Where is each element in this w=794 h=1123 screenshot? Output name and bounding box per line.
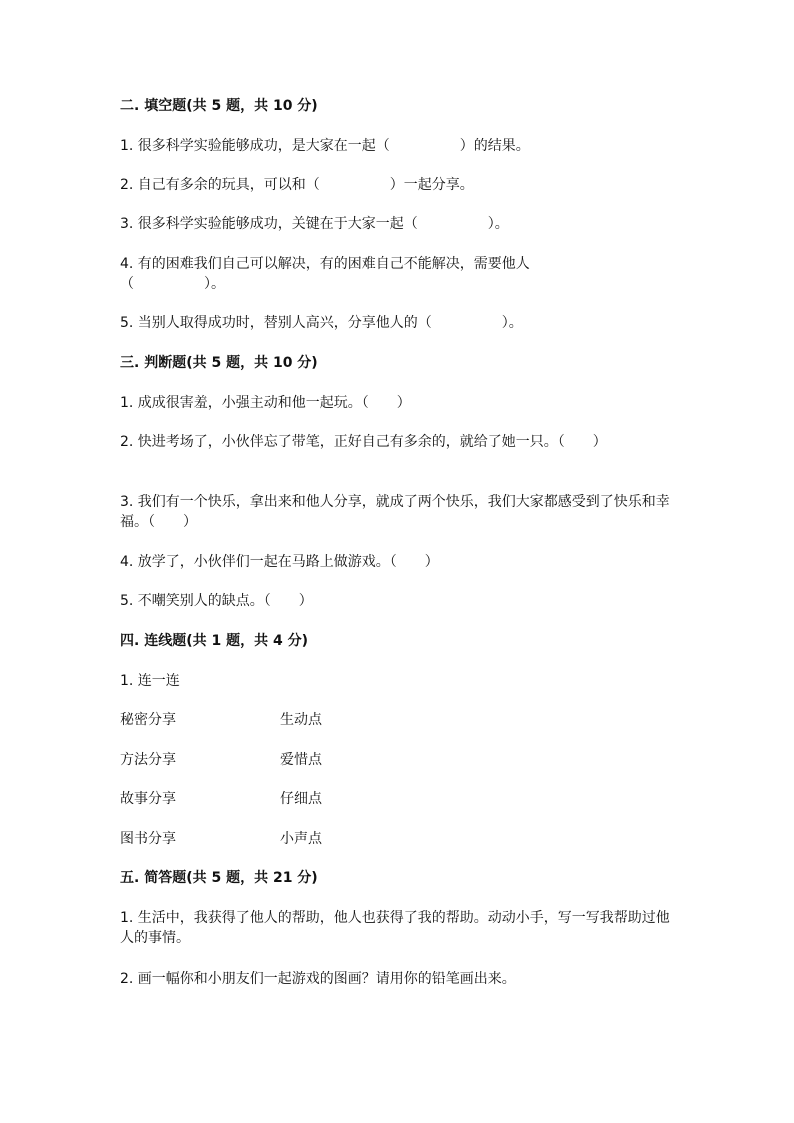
matching-question: 1. 连一连	[120, 673, 180, 689]
matching-right-item: 爱惜点	[280, 752, 322, 768]
fill-blank-question-4: 4. 有的困难我们自己可以解决，有的困难自己不能解决，需要他人（ ）。	[120, 256, 530, 292]
fill-blank-question-2: 2. 自己有多余的玩具，可以和（ ）一起分享。	[120, 177, 474, 193]
fill-blank-question-3: 3. 很多科学实验能够成功，关键在于大家一起（ ）。	[120, 216, 509, 232]
matching-left-item: 图书分享	[120, 831, 176, 847]
true-false-question-3: 3. 我们有一个快乐，拿出来和他人分享，就成了两个快乐，我们大家都感受到了快乐和幸福。（ ）	[120, 494, 670, 530]
matching-left-item: 方法分享	[120, 752, 176, 768]
matching-left-item: 秘密分享	[120, 712, 176, 728]
matching-right-item: 仔细点	[280, 791, 322, 807]
section-heading-matching: 四. 连线题(共 1 题，共 4 分)	[120, 633, 308, 649]
true-false-question-2: 2. 快进考场了，小伙伴忘了带笔，正好自己有多余的，就给了她一只。（ ）	[120, 434, 607, 450]
matching-right-item: 小声点	[280, 831, 322, 847]
short-answer-question-1: 1. 生活中，我获得了他人的帮助，他人也获得了我的帮助。动动小手，写一写我帮助过他人的事情。	[120, 910, 670, 946]
section-heading-fill-blank: 二. 填空题(共 5 题，共 10 分)	[120, 98, 318, 114]
fill-blank-question-5: 5. 当别人取得成功时，替别人高兴，分享他人的（ ）。	[120, 315, 523, 331]
matching-right-item: 生动点	[280, 712, 322, 728]
true-false-question-1: 1. 成成很害羞，小强主动和他一起玩。（ ）	[120, 395, 411, 411]
short-answer-question-2: 2. 画一幅你和小朋友们一起游戏的图画？请用你的铅笔画出来。	[120, 971, 516, 987]
matching-left-item: 故事分享	[120, 791, 176, 807]
section-heading-short-answer: 五. 简答题(共 5 题，共 21 分)	[120, 870, 318, 886]
true-false-question-5: 5. 不嘲笑别人的缺点。（ ）	[120, 593, 313, 609]
true-false-question-4: 4. 放学了，小伙伴们一起在马路上做游戏。（ ）	[120, 554, 439, 570]
section-heading-true-false: 三. 判断题(共 5 题，共 10 分)	[120, 355, 318, 371]
fill-blank-question-1: 1. 很多科学实验能够成功，是大家在一起（ ）的结果。	[120, 138, 530, 154]
